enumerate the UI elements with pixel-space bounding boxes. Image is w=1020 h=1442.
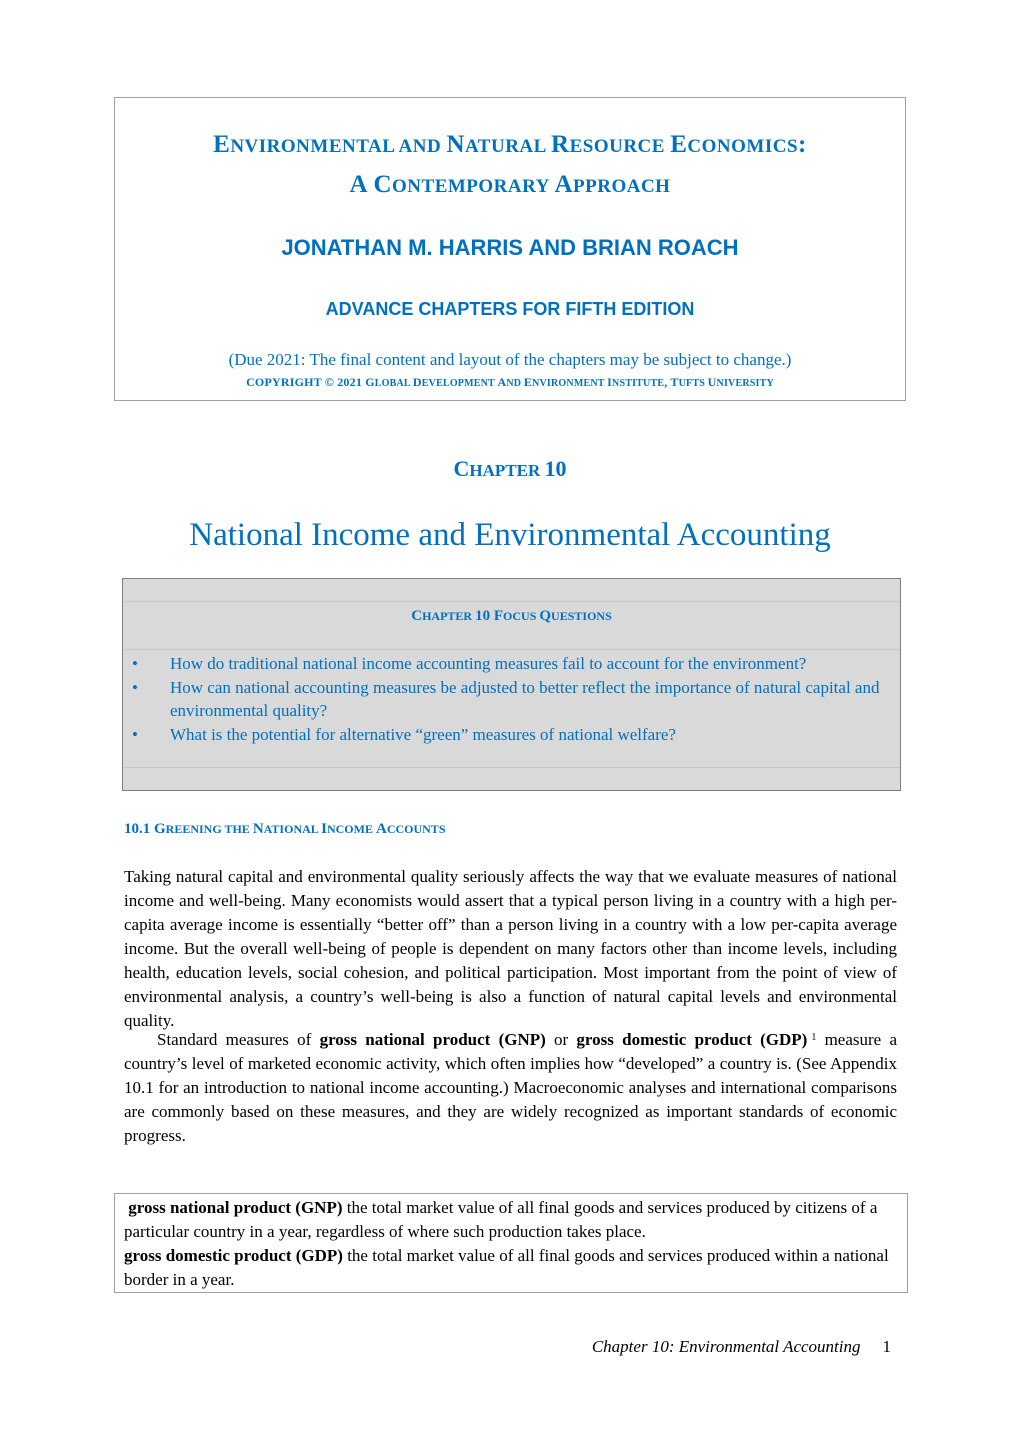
copyright-seg: LOBAL	[374, 378, 413, 389]
copyright-seg: ND	[506, 378, 524, 389]
copyright-seg: NVIRONMENT	[532, 378, 608, 389]
book-title-line-2	[115, 168, 905, 204]
chapter-label	[0, 455, 1020, 485]
box-divider	[123, 649, 900, 650]
definition-text: the total market value of all final goods and services produced by citizens of a particular country in a year, regardless of where such production takes place.	[124, 1198, 878, 1241]
focus-question	[132, 652, 892, 676]
question-text: What is the potential for alternative “green” measures of national welfare?	[170, 724, 676, 744]
chapter-title: National Income and Environmental Accounting	[189, 517, 831, 553]
question-text: How do traditional national income accounting measures fail to account for the environment?	[170, 654, 807, 673]
box-divider	[123, 601, 900, 602]
copyright-seg: COPYRIGHT © 2021 G	[246, 375, 375, 389]
term-gdp: gross domestic product (GDP)	[576, 1030, 808, 1049]
bullet: •	[132, 724, 138, 744]
focus-seg: C	[411, 608, 423, 624]
term-gnp: gross national product (GNP)	[319, 1030, 546, 1049]
para-text: Standard measures of	[157, 1030, 320, 1049]
focus-question	[132, 723, 892, 747]
copyright-line	[115, 374, 905, 392]
focus-questions-list	[132, 652, 892, 746]
section-seg: ATIONAL	[263, 822, 322, 836]
footnote-marker[interactable]: 1	[811, 1032, 817, 1043]
para-text: or	[545, 1030, 577, 1049]
definition-box	[114, 1193, 908, 1293]
title-seg: NVIRONMENTAL AND	[230, 136, 447, 157]
copyright-seg: E	[523, 375, 533, 389]
copyright-seg: U	[707, 375, 717, 389]
title-seg: ONTEMPORARY	[392, 176, 555, 197]
focus-heading	[123, 606, 900, 626]
para-text: measure a country’s level of marketed economic activity, which often implies how “developed” a country is. (See Appendix 10.1 for an introduction to national income accounting.) Macroeconomic analyses and international comparisons are commonly based on these measures, and they are widely recognized as important standards of economic progress.	[124, 1030, 897, 1145]
focus-seg: UESTIONS	[551, 609, 612, 623]
bullet: •	[132, 654, 138, 673]
page-number: 1	[882, 1337, 891, 1356]
focus-questions-box	[122, 578, 901, 791]
definition-gnp	[124, 1196, 899, 1244]
footer-title: Chapter 10: Environmental Accounting	[591, 1337, 861, 1356]
page-footer	[592, 1336, 891, 1358]
authors: JONATHAN M. HARRIS AND BRIAN ROACH	[281, 235, 739, 260]
section-seg: N	[252, 821, 264, 837]
section-seg: CCOUNTS	[386, 822, 446, 836]
section-seg: NCOME	[326, 822, 376, 836]
box-divider	[123, 767, 900, 768]
title-seg: PPROACH	[573, 176, 671, 197]
focus-question	[132, 676, 892, 723]
definition-text: the total market value of all final goods and services produced within a national border in a year.	[124, 1246, 889, 1289]
title-seg: E	[670, 131, 688, 158]
focus-seg: Q	[539, 608, 552, 624]
title-seg: ATURAL	[465, 136, 552, 157]
copyright-seg: I	[607, 375, 613, 389]
title-seg: A	[554, 171, 574, 198]
focus-seg: 10 F	[475, 608, 504, 624]
section-seg: A	[375, 821, 387, 837]
due-note: (Due 2021: The final content and layout of the chapters may be subject to change.)	[228, 350, 792, 369]
title-seg: CONOMICS	[687, 136, 799, 157]
focus-seg: HAPTER	[422, 609, 476, 623]
copyright-seg: EVELOPMENT	[421, 378, 498, 389]
chapter-seg: C	[453, 456, 470, 481]
title-seg: R	[551, 131, 570, 158]
chapter-seg: HAPTER	[469, 461, 545, 480]
copyright-seg: NIVERSITY	[716, 378, 774, 389]
focus-seg: OCUS	[503, 609, 540, 623]
section-seg: REENING THE	[165, 822, 253, 836]
edition-note: ADVANCE CHAPTERS FOR FIFTH EDITION	[325, 299, 695, 319]
copyright-seg: UFTS	[678, 378, 708, 389]
section-seg: 10.1 G	[124, 821, 166, 837]
definition-term: gross domestic product (GDP)	[124, 1246, 343, 1265]
copyright-seg: , T	[664, 375, 679, 389]
title-seg: ESOURCE	[569, 136, 671, 157]
section-heading	[124, 819, 446, 839]
title-seg: A C	[349, 171, 393, 198]
title-seg: :	[798, 131, 807, 158]
body-paragraph-1: Taking natural capital and environmental quality seriously affects the way that we evaluate measures of national income and well-being. Many economists would assert that a typical person living in a country with a high per-capita average income is essentially “better off” than a person living in a country with a low per-capita average income. But the overall well-being of people is dependent on many factors other than income levels, including health, education levels, social cohesion, and political participation. Most important from the point of view of environmental analysis, a country’s well-being is also a function of natural capital levels and environmental quality.	[124, 867, 897, 1030]
title-seg: E	[213, 131, 231, 158]
book-title-line-1	[115, 128, 905, 164]
definition-term: gross national product (GNP)	[128, 1198, 343, 1217]
title-seg: N	[446, 131, 465, 158]
header-box	[114, 97, 906, 401]
chapter-seg: 10	[544, 456, 567, 481]
copyright-seg: A	[497, 375, 507, 389]
question-text: How can national accounting measures be adjusted to better reflect the importance of natural capital and environmental quality?	[170, 677, 880, 720]
bullet: •	[132, 677, 138, 697]
definition-gdp	[124, 1244, 899, 1292]
copyright-seg: NSTITUTE	[612, 378, 665, 389]
body-paragraph-2	[124, 1028, 897, 1148]
copyright-seg: D	[412, 375, 422, 389]
section-seg: I	[321, 821, 327, 837]
